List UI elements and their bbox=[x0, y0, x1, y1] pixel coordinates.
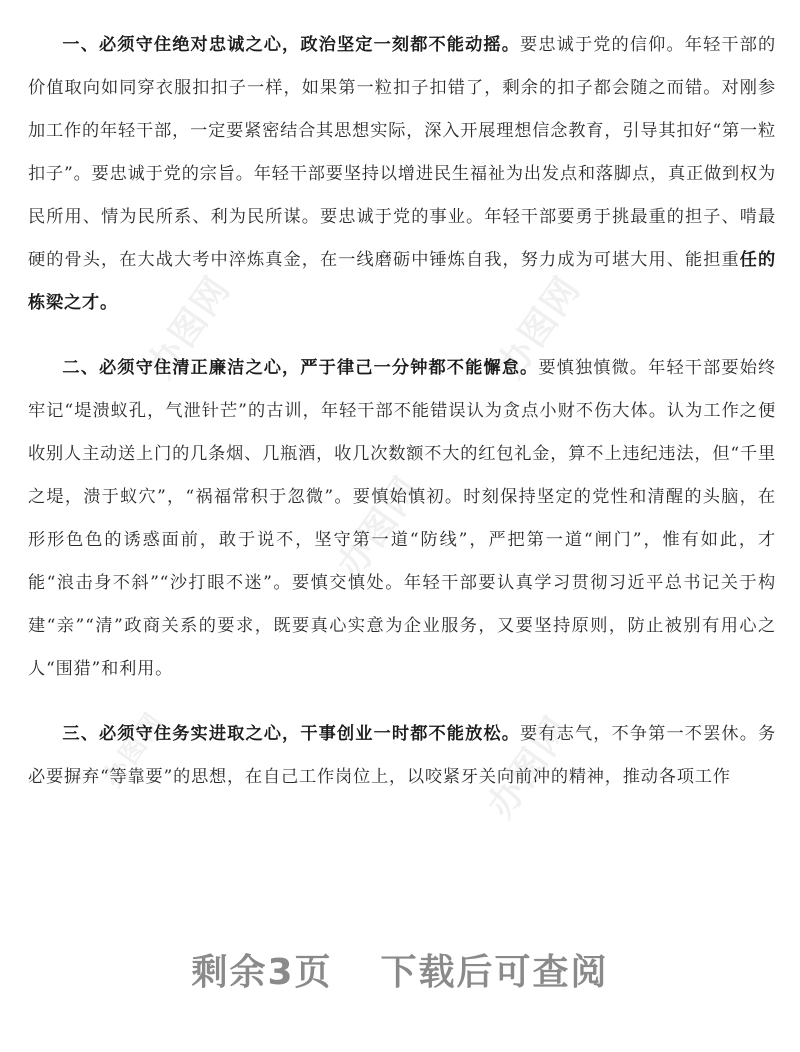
document-body bbox=[28, 24, 776, 799]
paragraph-heading: 三、必须守住务实进取之心，干事创业一时都不能放松。 bbox=[62, 724, 521, 744]
paragraph-heading: 二、必须守住清正廉洁之心，严于律己一分钟都不能懈怠。 bbox=[62, 358, 539, 378]
watermark: 办图网 bbox=[479, 708, 579, 826]
paragraph-heading: 一、必须守住绝对忠诚之心，政治坚定一刻都不能动摇。 bbox=[62, 35, 521, 55]
paragraph-text-tail: 任的栋梁之才。 bbox=[28, 250, 777, 313]
paragraph-text: 要有志气，不争第一不罢休。务必要摒弃“等靠要”的思想，在自己工作岗位上，以咬紧牙关向前冲的精神，推动各项工作 bbox=[28, 724, 776, 787]
watermark: 办图网 bbox=[97, 706, 171, 793]
watermark: 办图网 bbox=[489, 268, 589, 386]
paragraph-text: 要忠诚于党的信仰。年轻干部的价值取向如同穿衣服扣扣子一样，如果第一粒扣子扣错了，剩余的扣子都会随之而错。对刚参加工作的年轻干部，一定要紧密结合其思想实际，深入开展理想信念教育，引导其扣好“第一粒扣子”。要忠诚于党的宗旨。年轻干部要坚持以增进民生福祉为出发点和落脚点，真正做到权为民所用、情为民所系、利为民所谋。要忠诚于党的事业。年轻干部要勇于挑最重的担子、啃最硬的骨头，在大战大考中淬炼真金，在一线磨砺中锤炼自我，努力成为可堪大用、能担重 bbox=[28, 35, 776, 270]
remaining-pages-text: 剩余3页 bbox=[191, 952, 333, 993]
paragraph-text: 要慎独慎微。年轻干部要始终牢记“堤溃蚁孔，气泄针芒”的古训，年轻干部不能错误认为贪点小财不伤大体。认为工作之便收别人主动送上门的几条烟、几瓶酒，收几次数额不大的红包礼金，算不上违纪违法，但“千里之堤，溃于蚁穴”，“祸福常积于忽微”。要慎始慎初。时刻保持坚定的党性和清醒的头脑，在形形色色的诱惑面前，敢于说不，坚守第一道“防线”，严把第一道“闸门”，惟有如此，才能“浪击身不斜”“沙打眼不迷”。要慎交慎处。年轻干部要认真学习贯彻习近平总书记关于构建“亲”“清”政商关系的要求，既要真心实意为企业服务，又要坚持原则，防止被别有用心之人“围猎”和利用。 bbox=[28, 358, 776, 679]
paragraph-3 bbox=[28, 713, 776, 799]
paragraph-1 bbox=[28, 24, 776, 325]
watermark: 办图网 bbox=[139, 268, 239, 386]
watermark: 办图网 bbox=[329, 468, 429, 586]
download-prompt-banner[interactable] bbox=[0, 944, 800, 995]
download-to-view-text: 下载后可查阅 bbox=[380, 952, 609, 993]
paragraph-2 bbox=[28, 347, 776, 691]
